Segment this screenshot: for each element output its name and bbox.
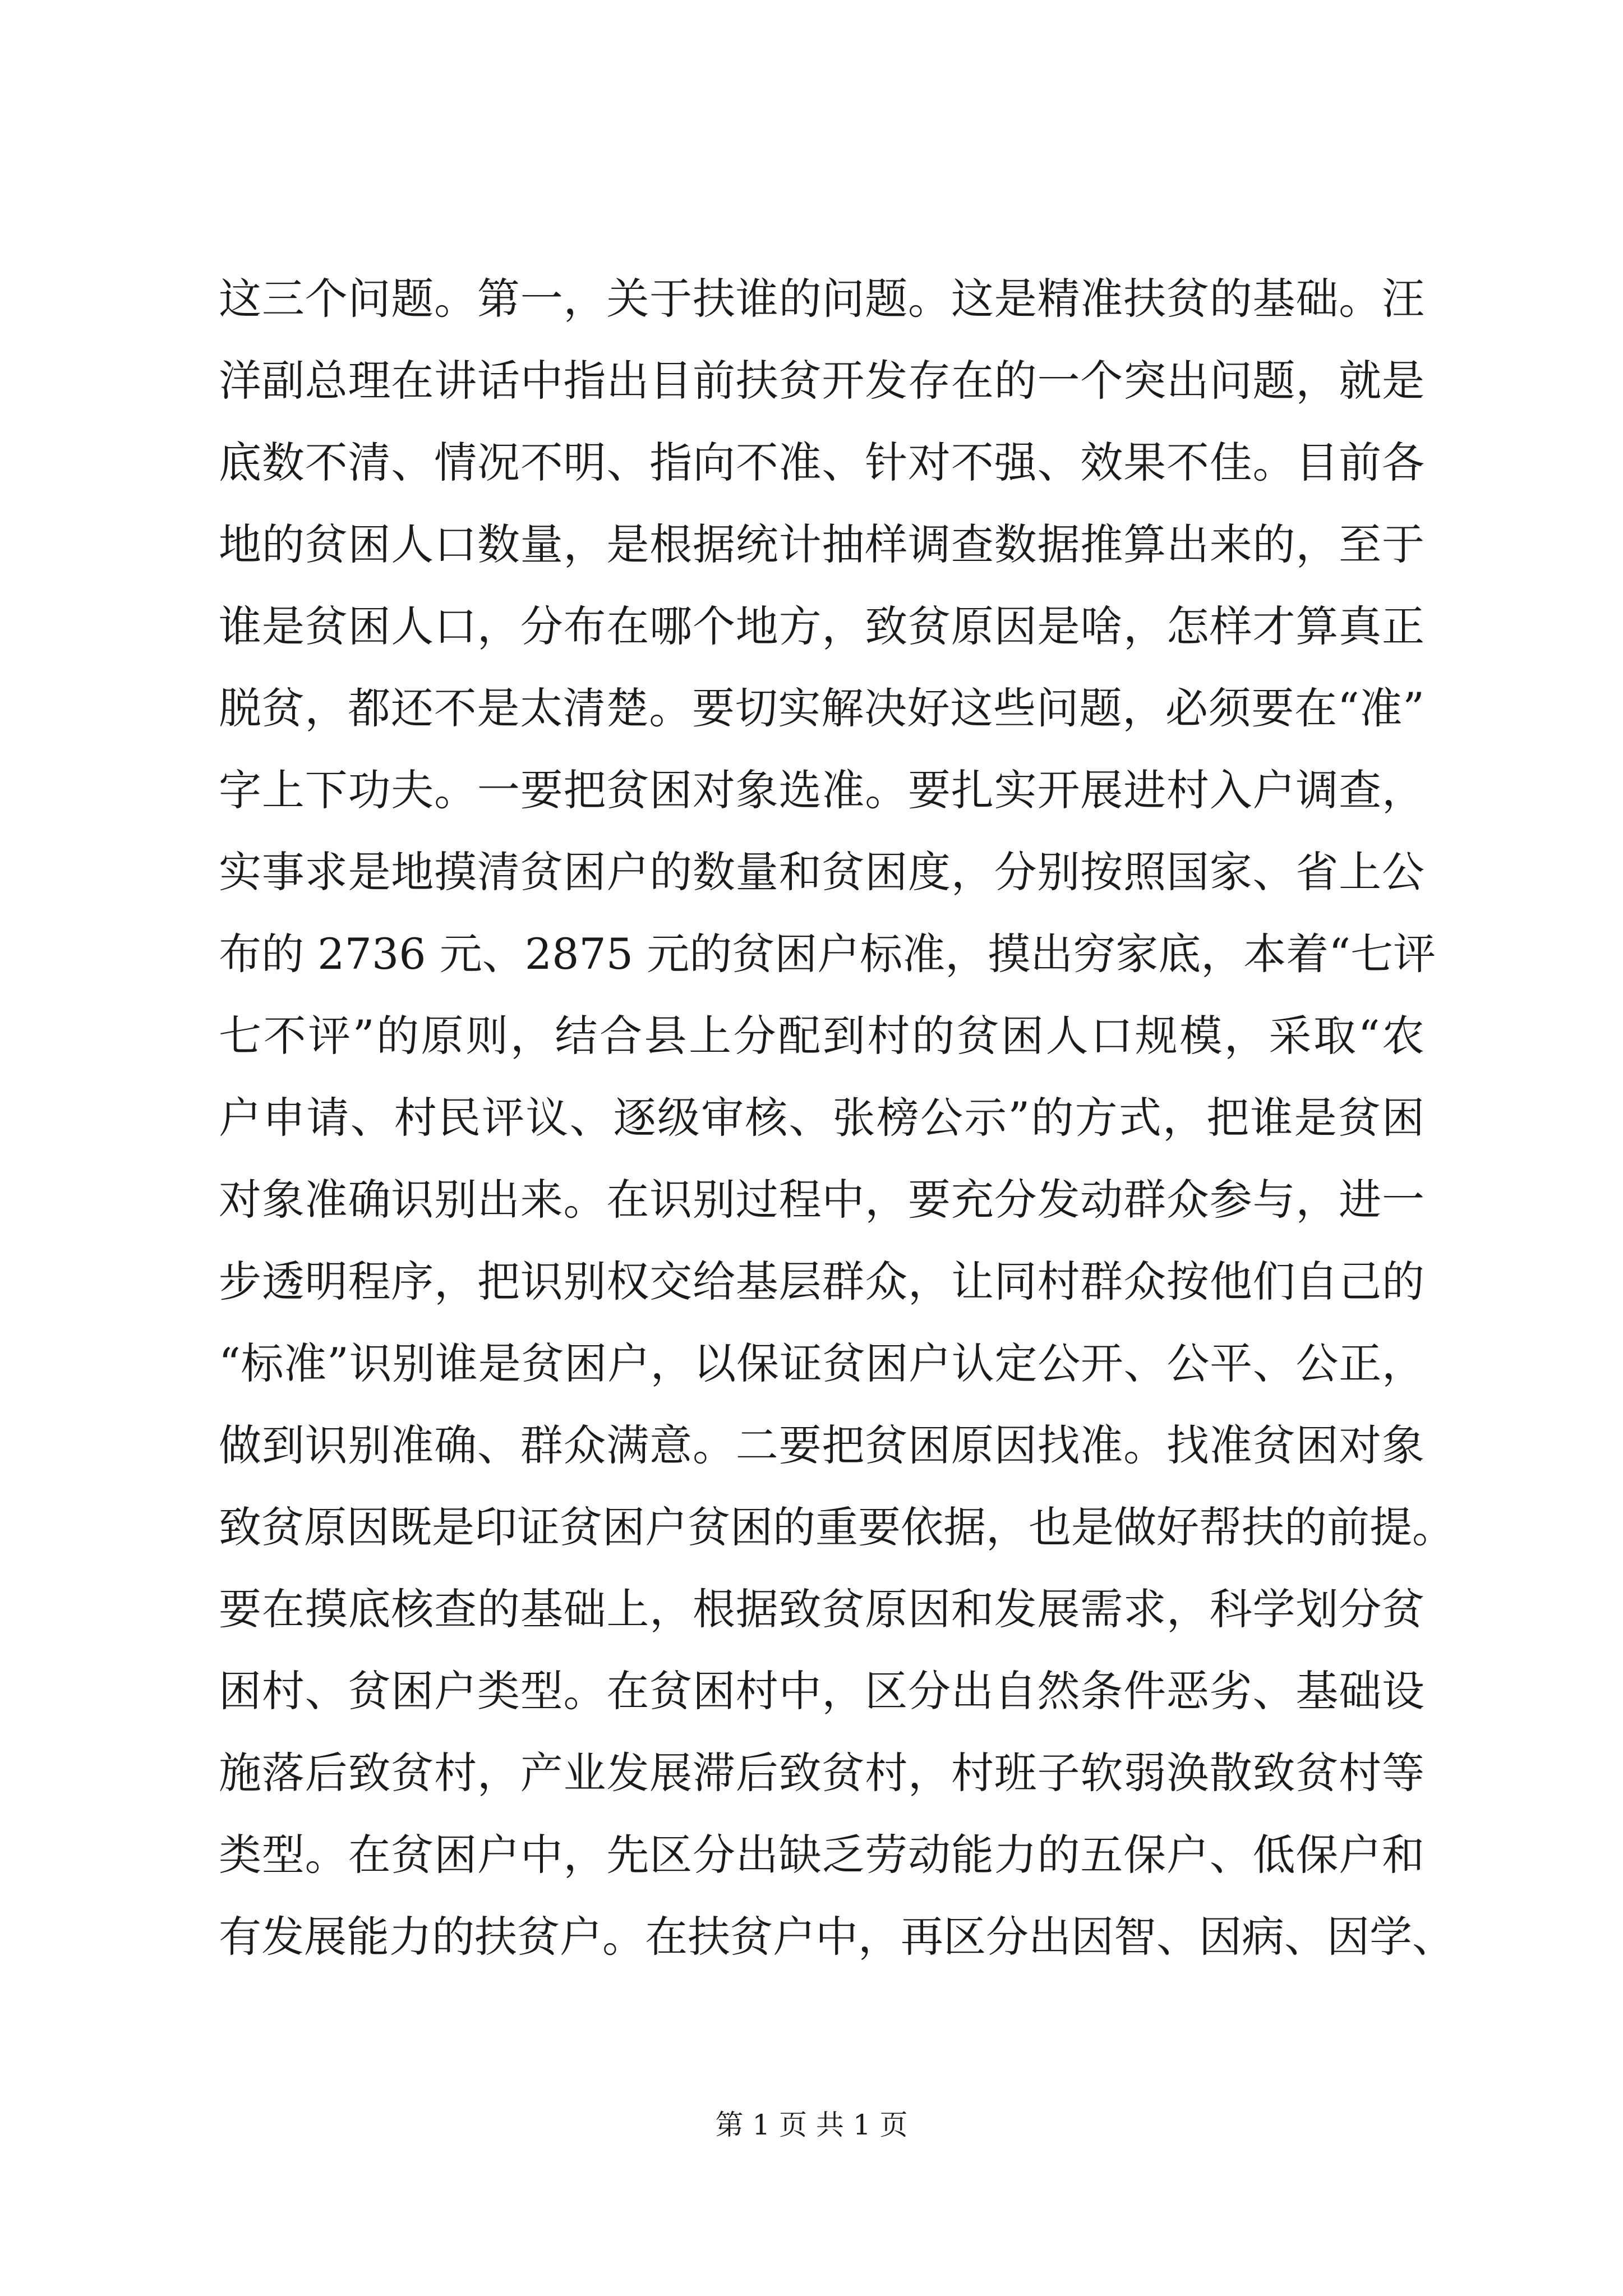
text-line: 脱贫，都还不是太清楚。要切实解决好这些问题，必须要在“准”: [219, 683, 1424, 733]
text-line: 致贫原因既是印证贫困户贫困的重要依据，也是做好帮扶的前提。: [219, 1502, 1455, 1552]
text-line: 七不评”的原则，结合县上分配到村的贫困人口规模，采取“农: [219, 1011, 1424, 1061]
text-line: 施落后致贫村，产业发展滞后致贫村，村班子软弱涣散致贫村等: [219, 1748, 1424, 1798]
text-line: 步透明程序，把识别权交给基层群众，让同村群众按他们自己的: [219, 1257, 1424, 1306]
text-line: “标准”识别谁是贫困户，以保证贫困户认定公开、公平、公正，: [219, 1338, 1424, 1388]
text-line: 类型。在贫困户中，先区分出缺乏劳动能力的五保户、低保户和: [219, 1830, 1424, 1880]
text-line: 字上下功夫。一要把贫困对象选准。要扎实开展进村入户调查，: [219, 765, 1424, 815]
text-line: 对象准确识别出来。在识别过程中，要充分发动群众参与，进一: [219, 1175, 1424, 1225]
text-line: 洋副总理在讲话中指出目前扶贫开发存在的一个突出问题，就是: [219, 356, 1424, 406]
body-text: [219, 258, 1455, 1978]
text-line: 底数不清、情况不明、指向不准、针对不强、效果不佳。目前各: [219, 438, 1424, 487]
page-footer: 第 1 页 共 1 页: [715, 2109, 908, 2141]
text-line: 户申请、村民评议、逐级审核、张榜公示”的方式，把谁是贫困: [219, 1093, 1424, 1143]
text-line: 地的贫困人口数量，是根据统计抽样调查数据推算出来的，至于: [219, 519, 1424, 569]
text-line: 有发展能力的扶贫户。在扶贫户中，再区分出因智、因病、因学、: [219, 1912, 1455, 1962]
text-line: 困村、贫困户类型。在贫困村中，区分出自然条件恶劣、基础设: [219, 1666, 1424, 1716]
text-line: 这三个问题。第一，关于扶谁的问题。这是精准扶贫的基础。汪: [219, 274, 1424, 324]
text-line: 布的 2736 元、2875 元的贫困户标准，摸出穷家底，本着“七评: [219, 929, 1436, 979]
text-line: 做到识别准确、群众满意。二要把贫困原因找准。找准贫困对象: [219, 1420, 1424, 1470]
text-line: 谁是贫困人口，分布在哪个地方，致贫原因是啥，怎样才算真正: [219, 601, 1424, 651]
text-line: 要在摸底核查的基础上，根据致贫原因和发展需求，科学划分贫: [219, 1584, 1424, 1634]
text-line: 实事求是地摸清贫困户的数量和贫困度，分别按照国家、省上公: [219, 847, 1424, 897]
